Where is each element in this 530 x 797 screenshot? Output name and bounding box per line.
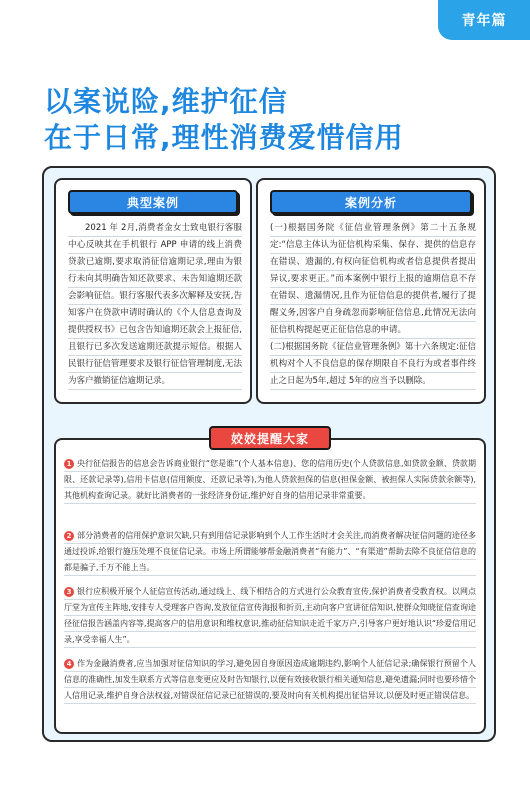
tip-text: 央行征信报告的信息会告诉商业银行“您是谁”(个人基本信息)、您的信用历史(个人贷款信息,如贷款金额、贷款期限、还款记录等),信用卡信息(信用额度、还款记录等),为他人贷款担保的信息(担保金额、被担保人实际贷款余额等),其他机构查询记录。就好比消费者的一张经济身份证,维护好自身的信用记录非常重要。 [64, 459, 476, 500]
analysis-para-1: (一)根据国务院《征信业管理条例》第二十五条规定:“信息主体认为征信机构采集、保存、提供的信息存在错误、遗漏的,有权向征信机构或者信息提供者提出异议,要求更正。”而本案例中银行上报的逾期信息不存在错误、遗漏情况,且作为征信信息的提供者,履行了提醒义务,因客户自身疏忽而影响征信信息,此情况无法向征信机构提起更正征信信息的申请。 [270, 223, 476, 335]
case-card-body [68, 220, 242, 390]
case-card [54, 178, 252, 404]
analysis-card-heading: 案例分析 [270, 190, 472, 214]
case-card-text: 2021 年 2月,消费者金女士致电银行客服中心反映其在手机银行 APP 申请的线上消费贷款已逾期,要求取消征信逾期记录,理由为银行未向其明确告知还款要求、未告知逾期还款会影响征信。银行客服代表多次解释及安抚,告知客户在贷款申请时确认的《个人信息查询及提供授权书》已包含告知逾期还款会上报征信,且银行已多次发送逾期还款提示短信。根据人民银行征信管理要求及银行征信管理制度,无法为客户撤销征信逾期记录。 [68, 223, 242, 386]
tips-heading: 姣姣提醒大家 [209, 426, 331, 450]
title-line-2: 在于日常,理性消费爱惜信用 [44, 121, 404, 154]
case-card-heading: 典型案例 [68, 190, 238, 214]
title-line-1: 以案说险,维护征信 [44, 85, 288, 118]
tips-box [54, 431, 486, 734]
analysis-card-body [270, 220, 476, 390]
tip-item [64, 656, 476, 704]
tip-text: 作为金融消费者,应当加强对征信知识的学习,避免因自身原因造成逾期违约,影响个人征信记录;确保银行预留个人信息的准确性,加发生联系方式等信息变更应及时告知银行,以便有效接收银行相关通知信息,避免遗漏;同时也要珍惜个人信用记录,维护自身合法权益,对错误征信记录已征错误的,要及时向有关机构提出征信异议,以便及时更正错误信息。 [64, 659, 476, 700]
analysis-para-2: (二)根据国务院《征信业管理条例》第十六条规定:征信机构对个人不良信息的保存期限自不良行为或者事件终止之日起为5年,超过 5年的应当予以删除。 [270, 342, 476, 386]
tip-item [64, 456, 476, 504]
tip-number: 4 [64, 659, 74, 669]
tip-number: 1 [64, 459, 74, 469]
page-title [44, 84, 404, 156]
tip-number: 3 [64, 587, 74, 597]
tip-item [64, 528, 476, 576]
content-panel [42, 166, 496, 742]
tip-text: 部分消费者的信用保护意识欠缺,只有到用信记录影响到个人工作生活时才会关注,而消费者解决征信问题的途径多通过投诉,给银行施压处理不良征信记录。市场上所谓能够帮金融消费者“有能力”、“有渠道”帮助去除不良征信信息的都是骗子,千万不能上当。 [64, 531, 476, 572]
tip-item [64, 584, 476, 648]
section-badge: 青年篇 [438, 0, 530, 40]
tip-number: 2 [64, 531, 74, 541]
tip-text: 银行应积极开展个人征信宣传活动,通过线上、线下相结合的方式进行公众教育宣传,保护消费者受教育权。以网点厅堂为宣传主阵地,安排专人受理客户咨询,发放征信宣传海报和折页,主动向客户宣讲征信知识,使群众知晓征信查询途径征信报告涵盖内容等,提高客户的信用意识和维权意识,推动征信知识走近千家万户,引导客户更好地认识“珍爱信用记录,享受幸福人生”。 [64, 587, 476, 644]
analysis-card [256, 178, 486, 404]
